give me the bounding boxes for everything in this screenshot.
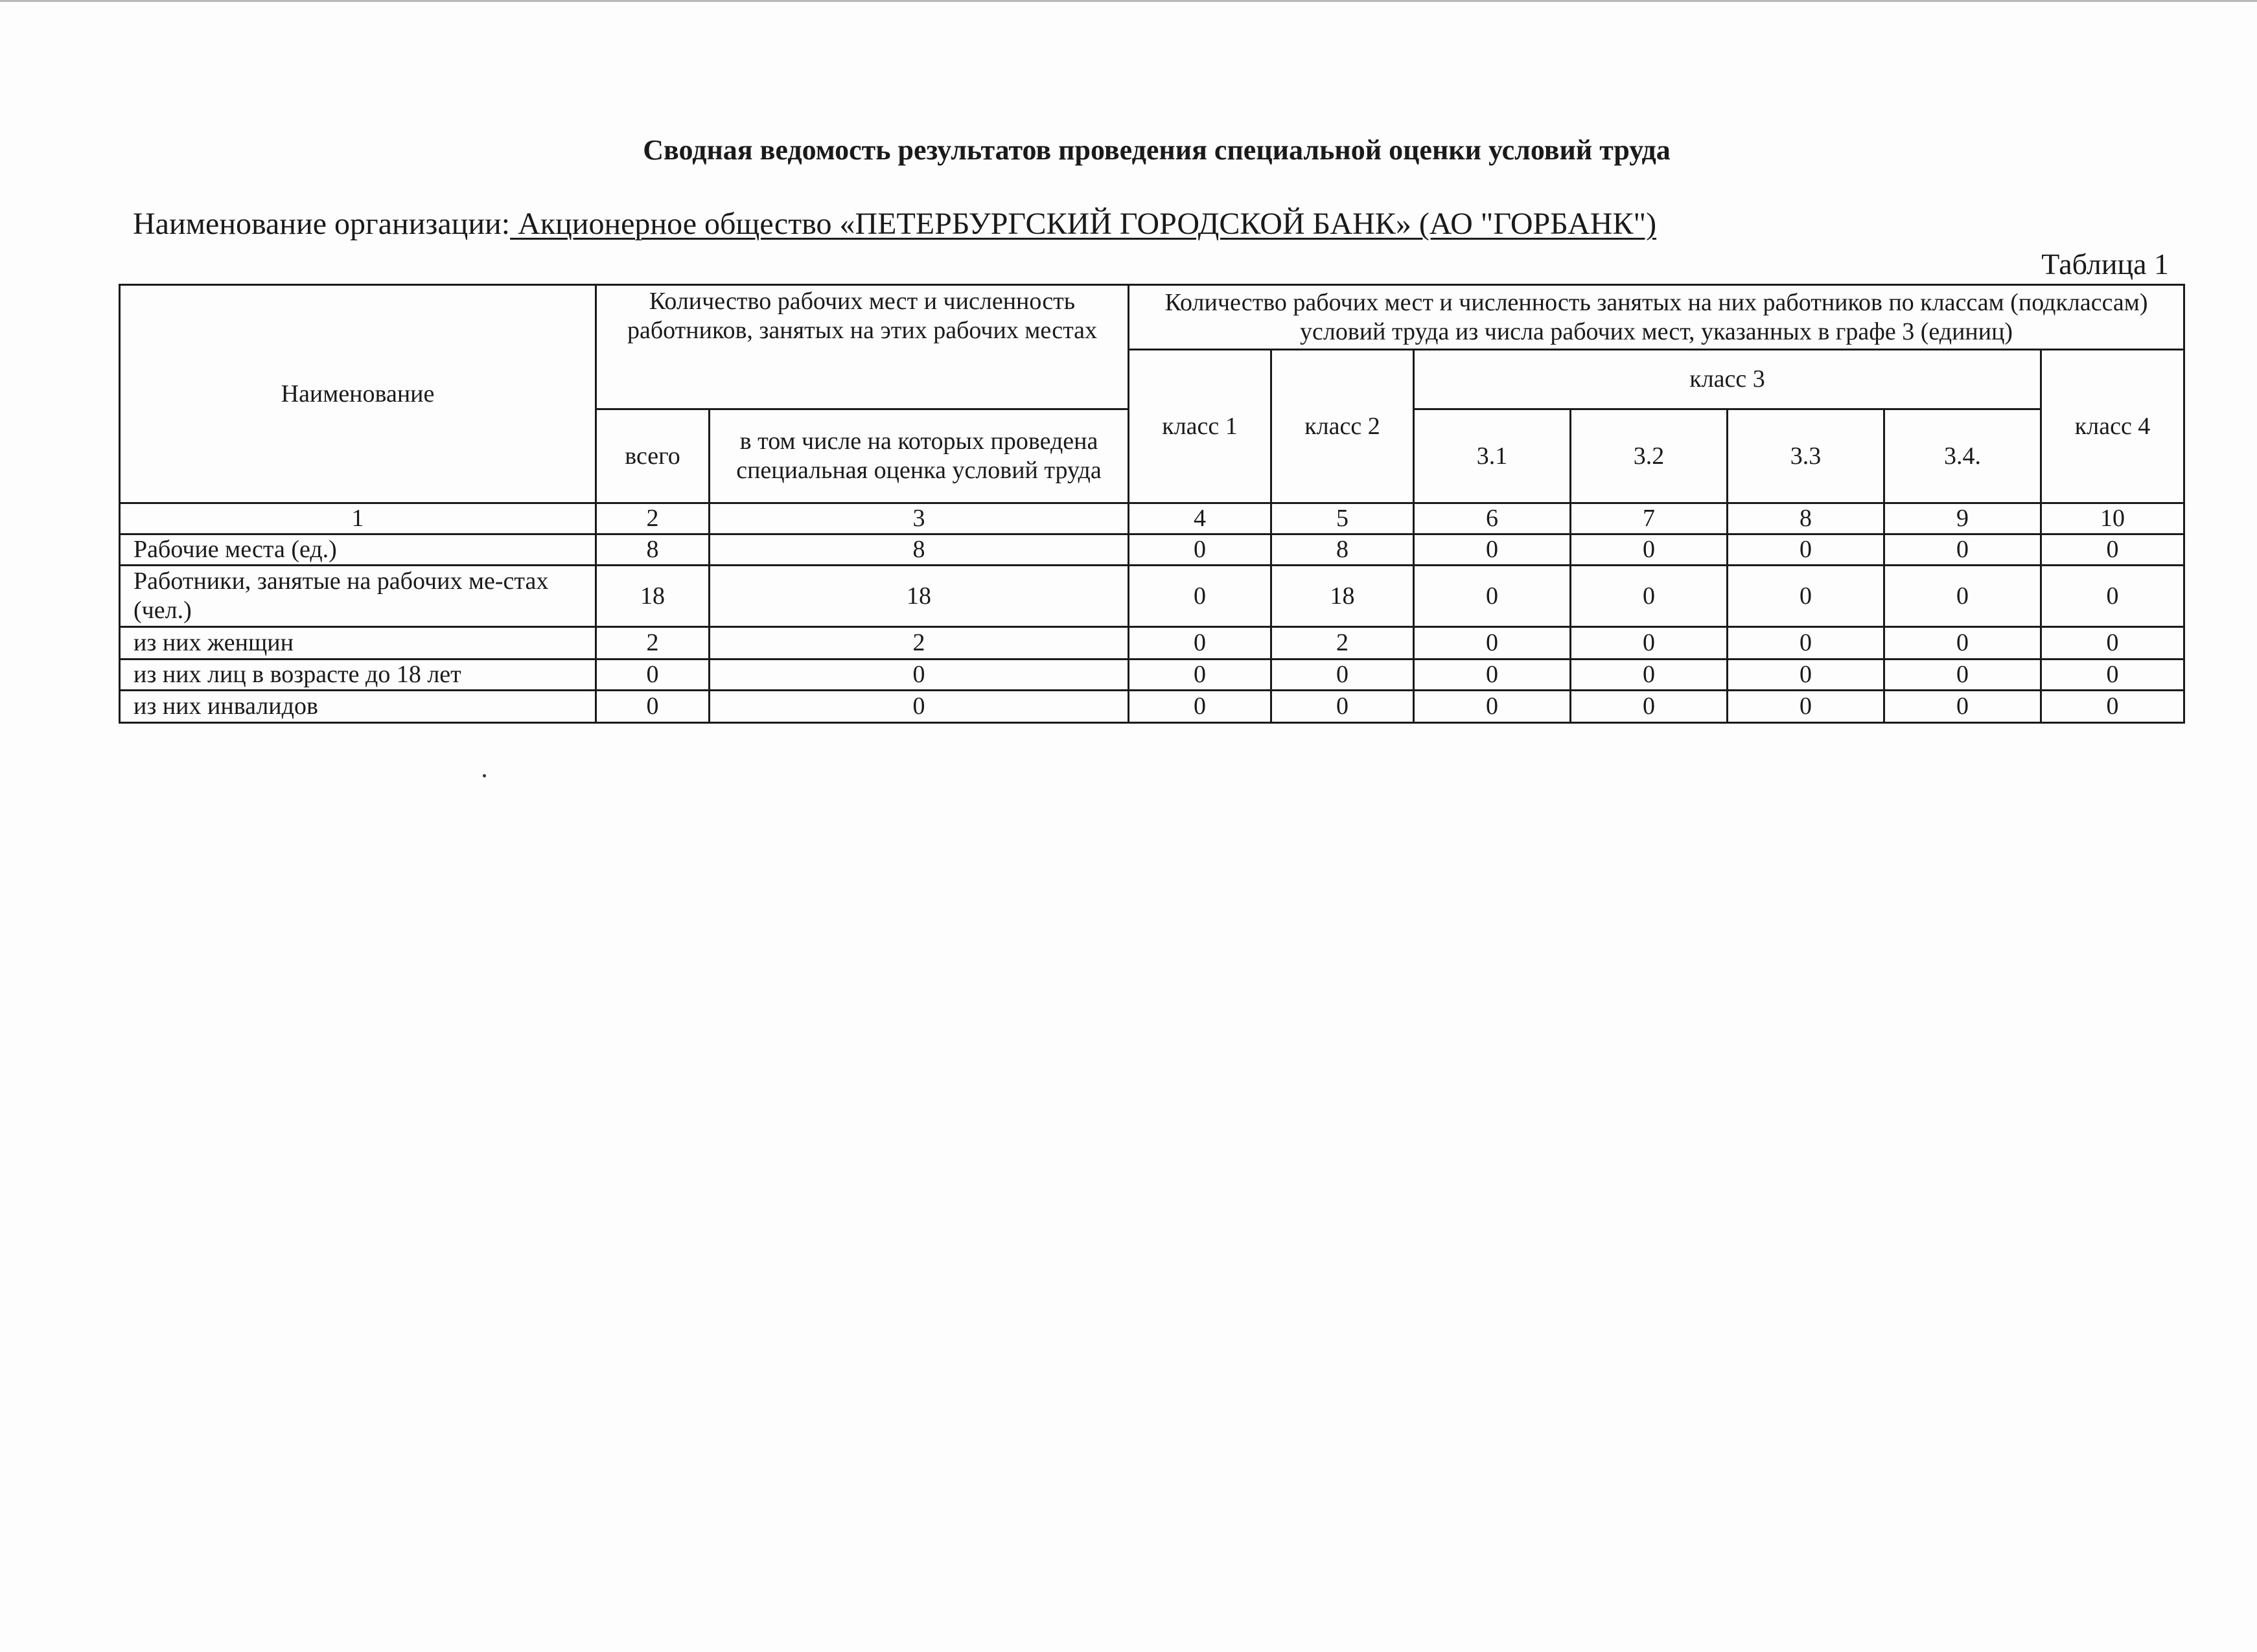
header-sub32: 3.2	[1571, 409, 1728, 503]
table-cell: 0	[1884, 660, 2041, 691]
table-cell: 0	[1884, 534, 2041, 566]
table-cell: 0	[1271, 691, 1414, 723]
column-number: 1	[120, 503, 596, 534]
header-total: всего	[596, 409, 710, 503]
organization-name: Акционерное общество «ПЕТЕРБУРГСКИЙ ГОРОДСКОЙ БАНК» (АО "ГОРБАНК")	[510, 207, 1657, 241]
document-title: Сводная ведомость результатов проведения специальной оценки условий труда	[643, 134, 1671, 166]
table-cell: 0	[1728, 627, 1884, 660]
table-cell: 0	[1571, 566, 1728, 627]
table-cell: 0	[2041, 566, 2184, 627]
table-cell: 0	[596, 691, 710, 723]
column-number: 8	[1728, 503, 1884, 534]
header-sub31: 3.1	[1414, 409, 1571, 503]
table-cell: 2	[1271, 627, 1414, 660]
column-number: 6	[1414, 503, 1571, 534]
column-number: 3	[710, 503, 1129, 534]
header-class1: класс 1	[1129, 350, 1271, 503]
header-sub33: 3.3	[1728, 409, 1884, 503]
table-cell: 0	[1884, 627, 2041, 660]
row-name: Работники, занятые на рабочих ме-стах (чел.)	[120, 566, 596, 627]
summary-table	[119, 284, 2185, 724]
table-cell: 0	[1414, 534, 1571, 566]
table-cell: 0	[1728, 691, 1884, 723]
column-number: 9	[1884, 503, 2041, 534]
table-cell: 0	[1571, 534, 1728, 566]
column-number: 10	[2041, 503, 2184, 534]
table-cell: 0	[1571, 660, 1728, 691]
table-row	[120, 566, 2184, 627]
table-cell: 8	[710, 534, 1129, 566]
row-name: из них инвалидов	[120, 691, 596, 723]
table-cell: 0	[2041, 691, 2184, 723]
table-cell: 0	[1414, 566, 1571, 627]
column-numbers-row	[120, 503, 2184, 534]
table-cell: 0	[1571, 627, 1728, 660]
header-sub34: 3.4.	[1884, 409, 2041, 503]
table-cell: 0	[710, 691, 1129, 723]
column-number: 2	[596, 503, 710, 534]
table-number-label: Таблица 1	[2041, 247, 2169, 281]
column-number: 7	[1571, 503, 1728, 534]
table-cell: 0	[596, 660, 710, 691]
table-cell: 0	[1271, 660, 1414, 691]
table-cell: 0	[1129, 534, 1271, 566]
table-row	[120, 627, 2184, 660]
table-cell: 2	[710, 627, 1129, 660]
header-class4: класс 4	[2041, 350, 2184, 503]
table-cell: 18	[596, 566, 710, 627]
table-cell: 0	[1728, 660, 1884, 691]
header-row-1	[120, 285, 2184, 350]
table-cell: 0	[710, 660, 1129, 691]
table-cell: 0	[1129, 566, 1271, 627]
table-cell: 0	[1129, 627, 1271, 660]
table-cell: 0	[1884, 691, 2041, 723]
table-cell: 8	[596, 534, 710, 566]
header-group-classes: Количество рабочих мест и численность занятых на них работников по классам (подклассам) условий труда из числа рабочих мест, указанных в графе 3 (единиц)	[1129, 285, 2184, 350]
table-cell: 0	[1728, 534, 1884, 566]
table-cell: 8	[1271, 534, 1414, 566]
table-cell: 0	[1414, 627, 1571, 660]
organization-label: Наименование организации:	[133, 207, 511, 241]
table-row	[120, 660, 2184, 691]
organization-line	[133, 206, 1656, 242]
header-group-workplaces: Количество рабочих мест и численность работников, занятых на этих рабочих местах	[596, 285, 1129, 409]
row-name: Рабочие места (ед.)	[120, 534, 596, 566]
header-name: Наименование	[120, 285, 596, 503]
table-cell: 0	[2041, 627, 2184, 660]
table-cell: 18	[1271, 566, 1414, 627]
table-row	[120, 691, 2184, 723]
header-class2: класс 2	[1271, 350, 1414, 503]
header-assessed: в том числе на которых проведена специальная оценка условий труда	[710, 409, 1129, 503]
table-cell: 0	[1414, 660, 1571, 691]
table-cell: 0	[2041, 660, 2184, 691]
scan-edge	[0, 0, 2257, 2]
table-cell: 0	[2041, 534, 2184, 566]
scan-speck	[483, 774, 486, 777]
table-cell: 0	[1884, 566, 2041, 627]
row-name: из них лиц в возрасте до 18 лет	[120, 660, 596, 691]
header-class3: класс 3	[1414, 350, 2041, 409]
row-name: из них женщин	[120, 627, 596, 660]
table-row	[120, 534, 2184, 566]
column-number: 4	[1129, 503, 1271, 534]
table-cell: 18	[710, 566, 1129, 627]
table-cell: 0	[1129, 691, 1271, 723]
table-cell: 0	[1728, 566, 1884, 627]
table-cell: 0	[1414, 691, 1571, 723]
table-cell: 2	[596, 627, 710, 660]
table-cell: 0	[1571, 691, 1728, 723]
column-number: 5	[1271, 503, 1414, 534]
table-cell: 0	[1129, 660, 1271, 691]
